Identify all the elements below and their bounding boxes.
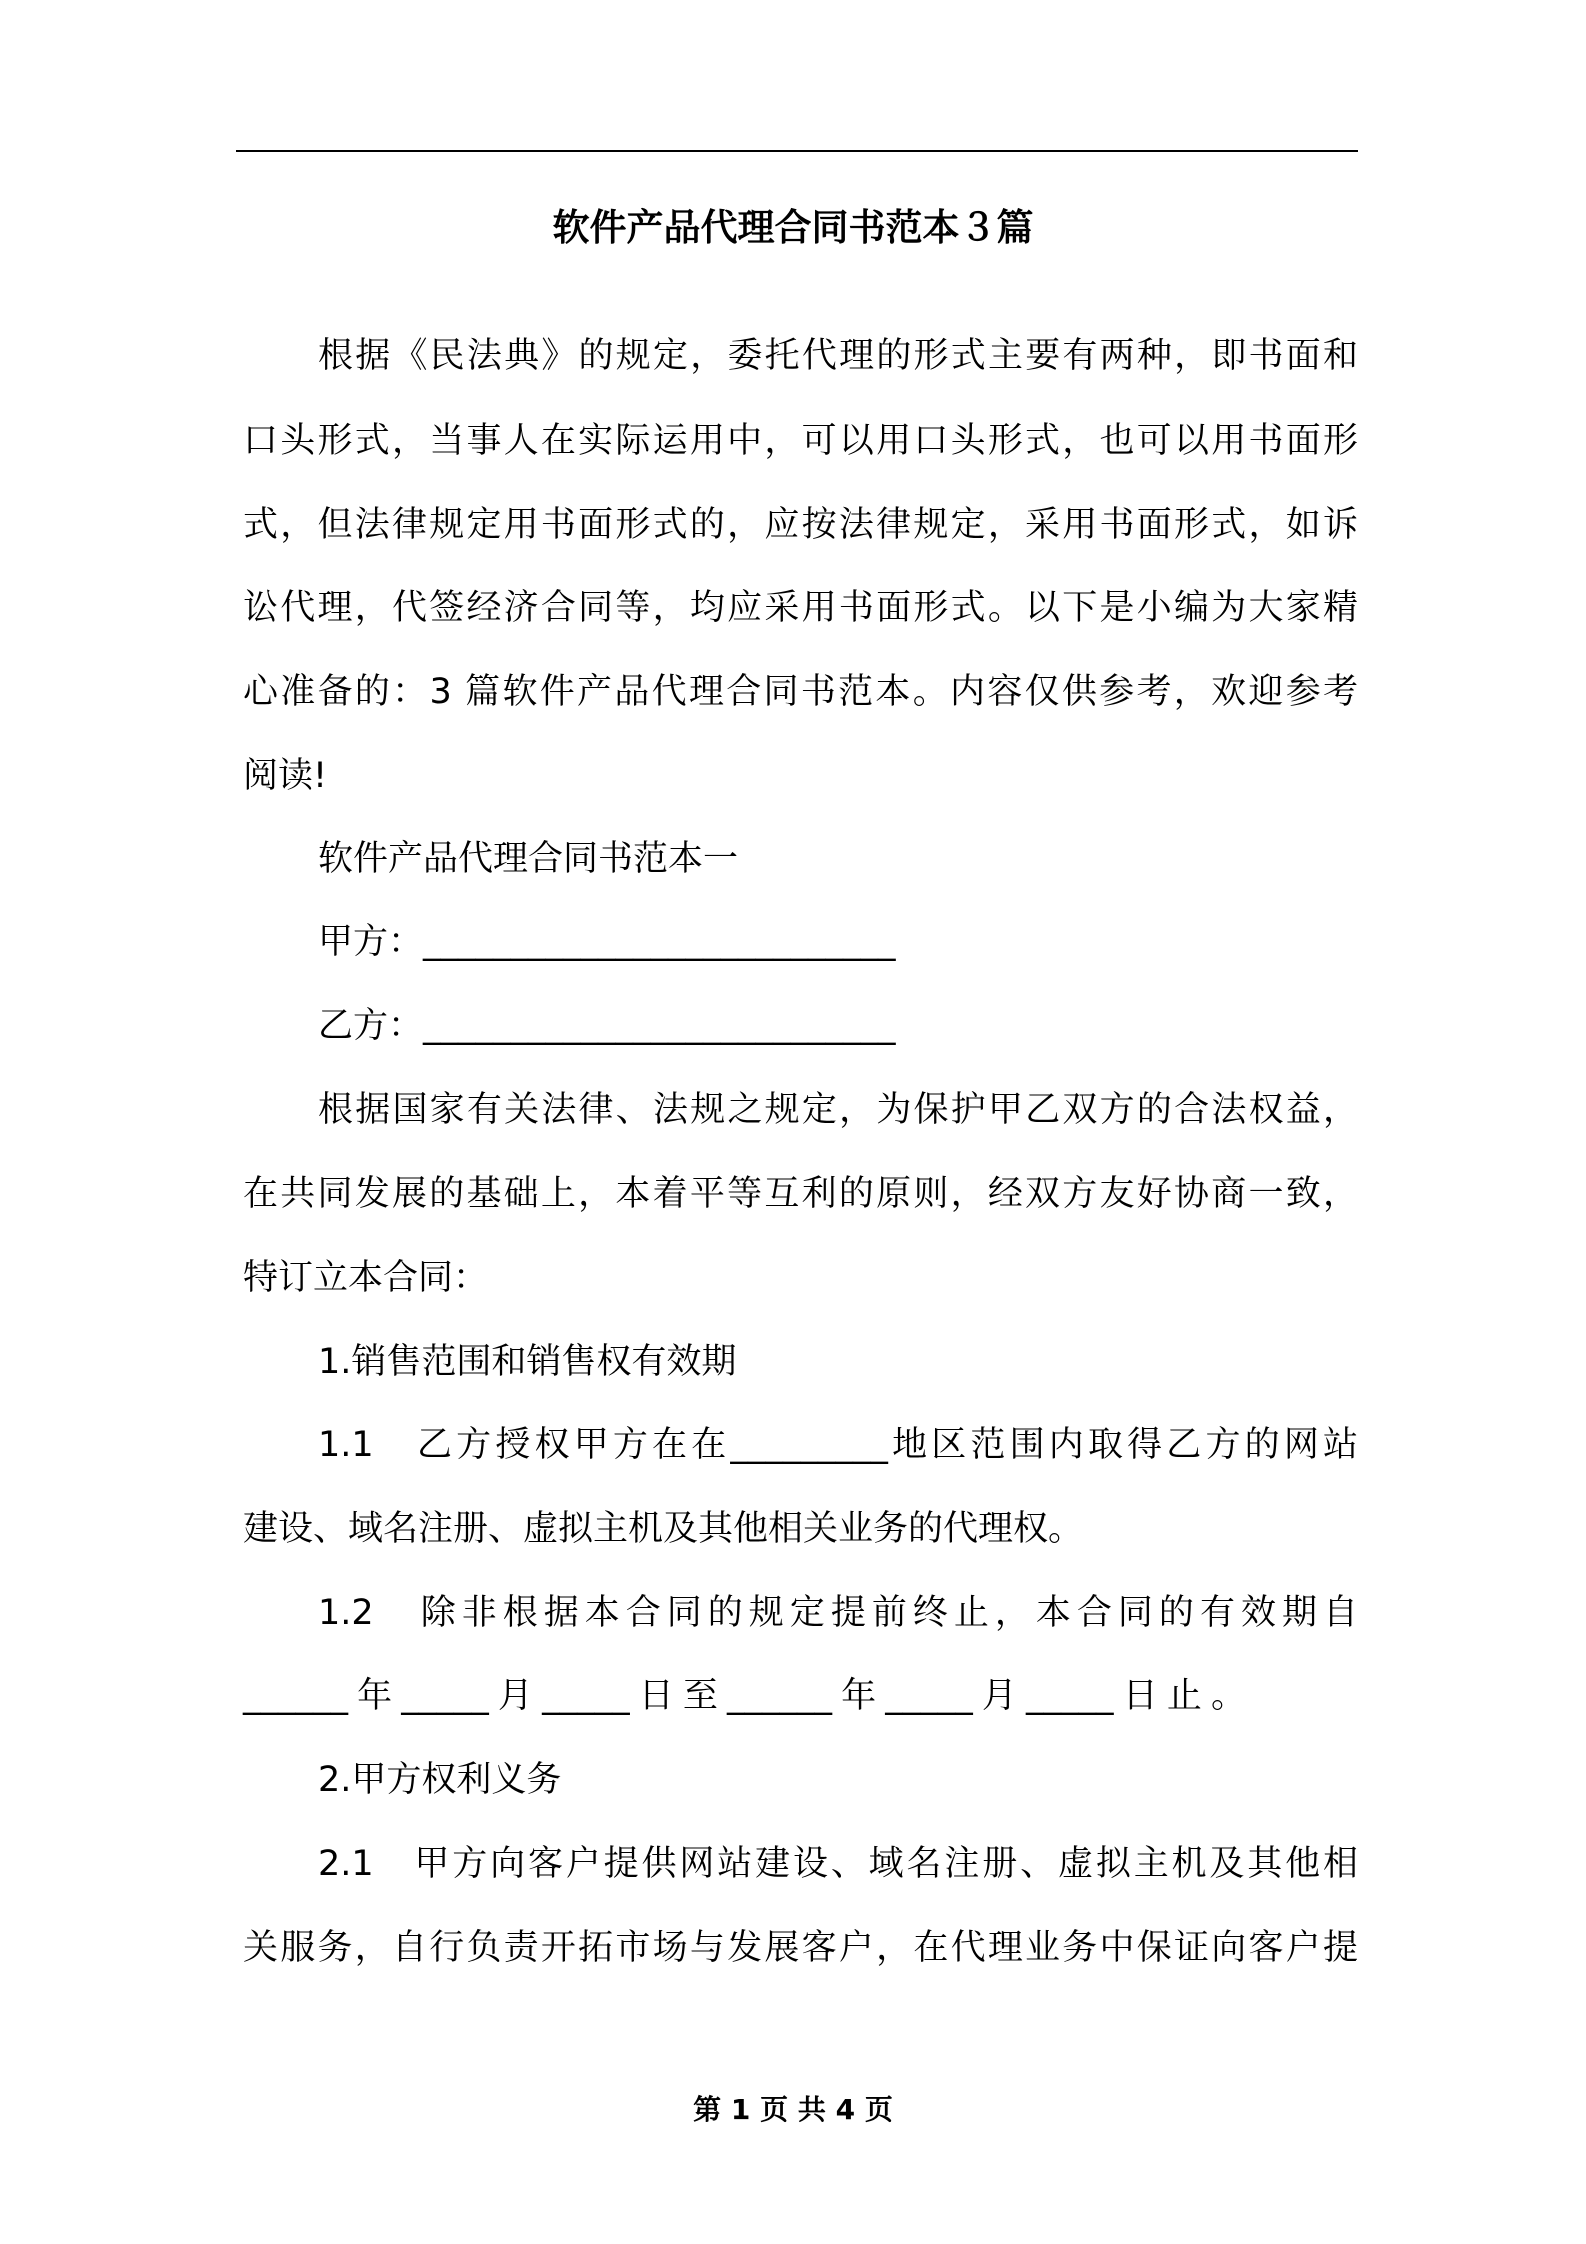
paragraph-line: 根据《民法典》的规定，委托代理的形式主要有两种，即书面和 xyxy=(318,336,1358,376)
clause-line: 1.2 除非根据本合同的规定提前终止，本合同的有效期自 xyxy=(318,1593,1358,1633)
clause-heading: 2.甲方权利义务 xyxy=(318,1760,562,1800)
clause-line: 1.1 乙方授权甲方在在_________地区范围内取得乙方的网站 xyxy=(318,1425,1358,1465)
paragraph-line: 在共同发展的基础上，本着平等互利的原则，经双方友好协商一致， xyxy=(243,1174,1358,1214)
paragraph-line: 式，但法律规定用书面形式的，应按法律规定，采用书面形式，如诉 xyxy=(243,505,1358,545)
paragraph-line: 特订立本合同： xyxy=(243,1258,489,1298)
paragraph-line: 根据国家有关法律、法规之规定，为保护甲乙双方的合法权益， xyxy=(318,1090,1358,1130)
clause-line: 2.1 甲方向客户提供网站建设、域名注册、虚拟主机及其他相 xyxy=(318,1844,1358,1884)
clause-line: 建设、域名注册、虚拟主机及其他相关业务的代理权。 xyxy=(243,1509,1084,1549)
paragraph-line: 口头形式，当事人在实际运用中，可以用口头形式，也可以用书面形 xyxy=(243,421,1358,461)
clause-heading: 1.销售范围和销售权有效期 xyxy=(318,1342,737,1382)
paragraph-line: 阅读! xyxy=(243,756,328,796)
clause-line: ______年_____月_____日至______年_____月_____日止。 xyxy=(243,1676,1246,1716)
party-b-line: 乙方：___________________________ xyxy=(318,1006,896,1046)
header-rule xyxy=(236,150,1358,152)
clause-line: 关服务，自行负责开拓市场与发展客户，在代理业务中保证向客户提 xyxy=(243,1928,1358,1968)
paragraph-line: 心准备的：3 篇软件产品代理合同书范本。内容仅供参考，欢迎参考 xyxy=(243,672,1358,712)
document-title: 软件产品代理合同书范本３篇 xyxy=(552,206,1034,249)
page-footer: 第 1 页 共 4 页 xyxy=(693,2093,893,2126)
paragraph-line: 讼代理，代签经济合同等，均应采用书面形式。以下是小编为大家精 xyxy=(243,588,1358,628)
party-a-line: 甲方：___________________________ xyxy=(318,922,896,962)
section-heading: 软件产品代理合同书范本一 xyxy=(318,839,739,879)
